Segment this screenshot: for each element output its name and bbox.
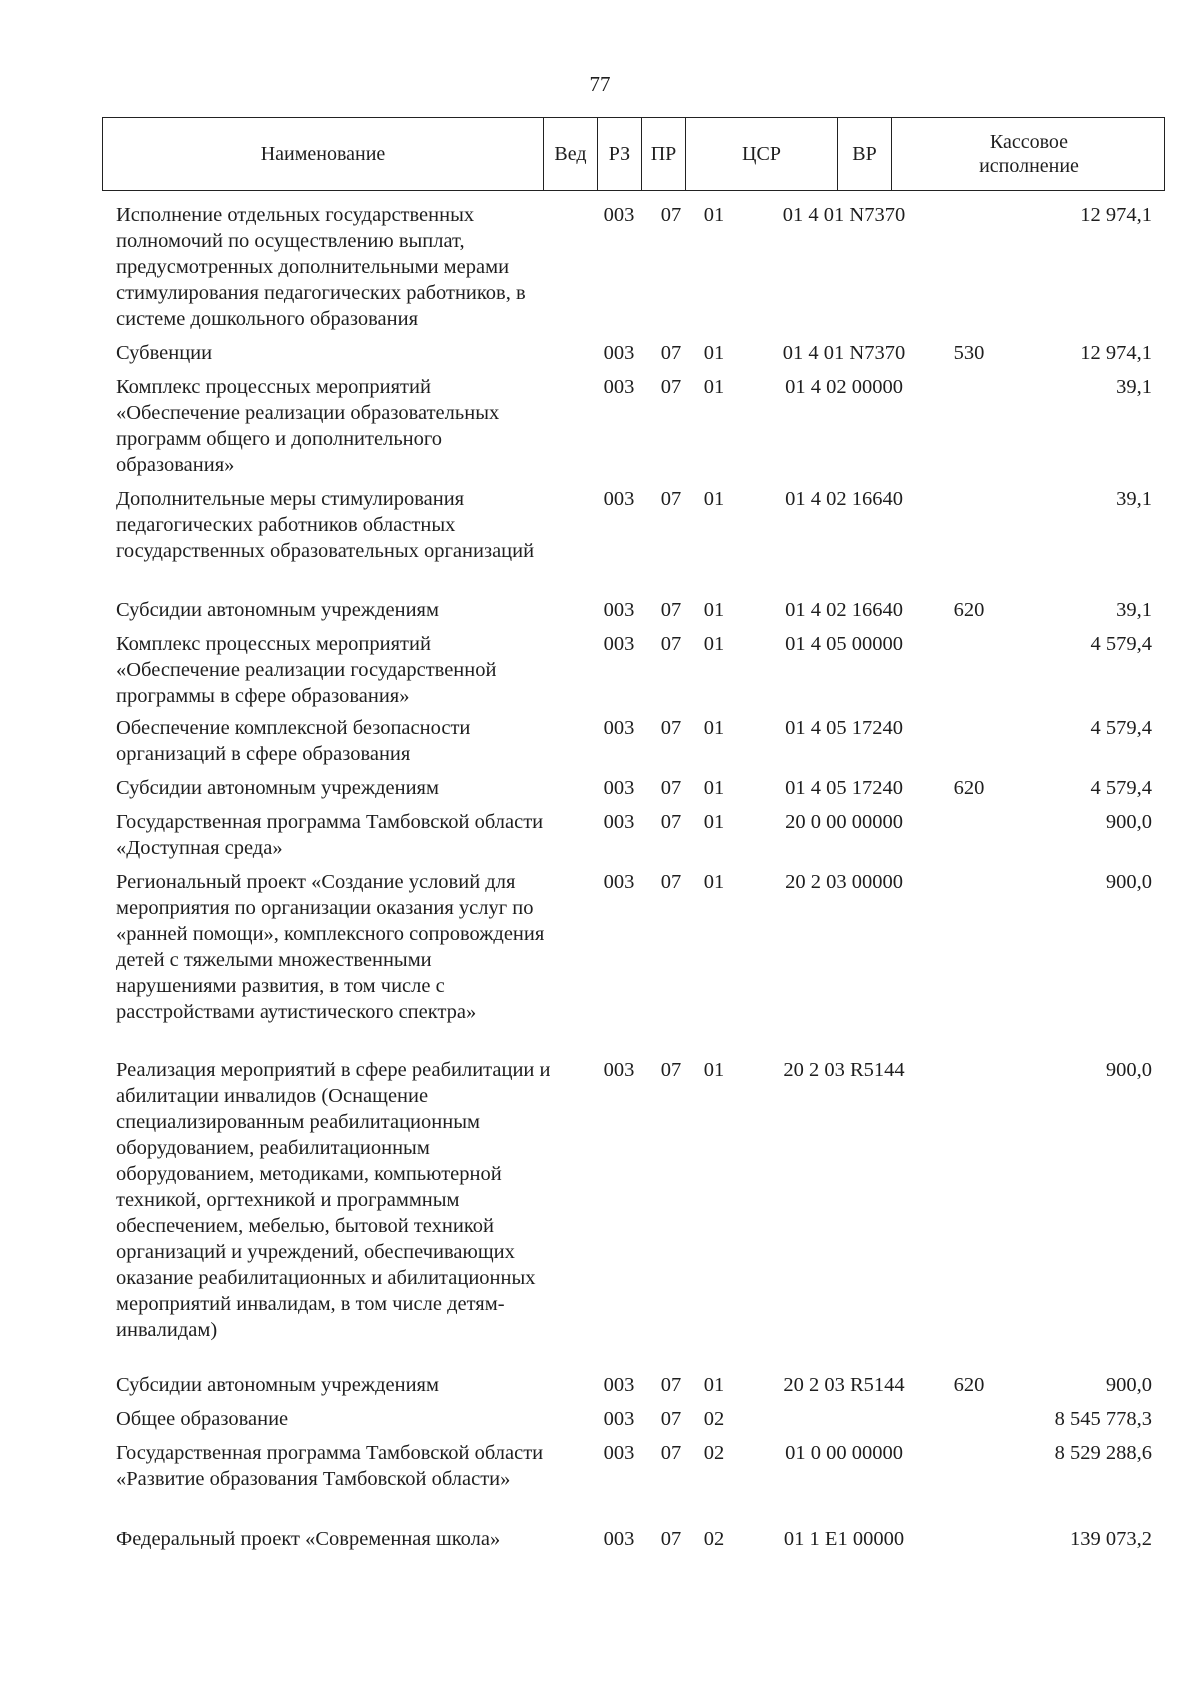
column-header-pr: ПР: [641, 118, 685, 190]
row-rz: 07: [660, 1442, 682, 1464]
row-csr: 20 2 03 00000: [785, 871, 903, 893]
page-number: 77: [589, 72, 611, 96]
row-pr: 01: [703, 871, 725, 893]
row-amount: 900,0: [1105, 871, 1152, 893]
row-name: Дополнительные меры стимулирования педагогических работников областных государственных образовательных организаций: [116, 488, 535, 562]
row-pr: 01: [703, 376, 725, 398]
row-csr: 01 4 02 16640: [785, 599, 903, 621]
row-pr: 02: [703, 1408, 725, 1430]
row-rz: 07: [660, 204, 682, 226]
row-pr: 02: [703, 1528, 725, 1550]
row-rz: 07: [660, 488, 682, 510]
row-csr: 01 4 02 00000: [785, 376, 903, 398]
column-header-name: Наименование: [260, 143, 386, 165]
column-header-amount: Кассовое исполнение: [891, 118, 1166, 190]
row-pr: 01: [703, 633, 725, 655]
row-rz: 07: [660, 1528, 682, 1550]
row-ved: 003: [603, 599, 635, 621]
row-ved: 003: [603, 488, 635, 510]
row-csr: 01 4 05 17240: [785, 717, 903, 739]
row-name: Комплекс процессных мероприятий «Обеспечение реализации государственной программы в сфере образования»: [116, 633, 497, 707]
row-rz: 07: [660, 633, 682, 655]
row-csr: 01 4 05 00000: [785, 633, 903, 655]
row-csr: 01 4 05 17240: [785, 777, 903, 799]
row-ved: 003: [603, 204, 635, 226]
row-pr: 02: [703, 1442, 725, 1464]
row-amount: 900,0: [1105, 811, 1152, 833]
row-amount: 4 579,4: [1090, 633, 1152, 655]
row-vr: 530: [953, 342, 985, 364]
row-name: Общее образование: [116, 1408, 289, 1430]
row-amount: 39,1: [1116, 376, 1152, 398]
row-rz: 07: [660, 777, 682, 799]
row-name: Субвенции: [116, 342, 213, 364]
row-pr: 01: [703, 1059, 725, 1081]
row-amount: 4 579,4: [1090, 717, 1152, 739]
row-rz: 07: [660, 1374, 682, 1396]
row-amount: 12 974,1: [1080, 342, 1152, 364]
row-amount: 900,0: [1105, 1059, 1152, 1081]
row-csr: 01 4 01 N7370: [782, 204, 906, 226]
row-name: Федеральный проект «Современная школа»: [116, 1528, 501, 1550]
row-vr: 620: [953, 1374, 985, 1396]
row-amount: 139 073,2: [1070, 1528, 1152, 1550]
row-ved: 003: [603, 777, 635, 799]
row-csr: 20 2 03 R5144: [783, 1374, 905, 1396]
row-pr: 01: [703, 204, 725, 226]
row-name: Субсидии автономным учреждениям: [116, 1374, 439, 1396]
row-pr: 01: [703, 488, 725, 510]
row-ved: 003: [603, 376, 635, 398]
row-pr: 01: [703, 599, 725, 621]
row-csr: 01 4 01 N7370: [782, 342, 906, 364]
row-csr: 01 0 00 00000: [785, 1442, 903, 1464]
row-ved: 003: [603, 811, 635, 833]
row-pr: 01: [703, 717, 725, 739]
column-header-csr: ЦСР: [685, 118, 837, 190]
row-name: Субсидии автономным учреждениям: [116, 777, 439, 799]
row-ved: 003: [603, 342, 635, 364]
row-amount: 12 974,1: [1080, 204, 1152, 226]
row-pr: 01: [703, 777, 725, 799]
row-rz: 07: [660, 342, 682, 364]
row-name: Субсидии автономным учреждениям: [116, 599, 439, 621]
row-csr: 01 4 02 16640: [785, 488, 903, 510]
row-rz: 07: [660, 811, 682, 833]
row-vr: 620: [953, 777, 985, 799]
row-amount: 39,1: [1116, 488, 1152, 510]
row-rz: 07: [660, 376, 682, 398]
row-rz: 07: [660, 1408, 682, 1430]
row-ved: 003: [603, 1408, 635, 1430]
row-csr: 01 1 E1 00000: [783, 1528, 905, 1550]
row-name: Исполнение отдельных государственных полномочий по осуществлению выплат, предусмотренных дополнительными мерами стимулирования педагогических работников, в системе дошкольного образования: [116, 204, 526, 330]
row-rz: 07: [660, 871, 682, 893]
row-rz: 07: [660, 1059, 682, 1081]
row-csr: 20 0 00 00000: [785, 811, 903, 833]
row-amount: 900,0: [1105, 1374, 1152, 1396]
row-ved: 003: [603, 1059, 635, 1081]
row-pr: 01: [703, 1374, 725, 1396]
column-header-ved: Вед: [543, 118, 597, 190]
row-ved: 003: [603, 1374, 635, 1396]
row-pr: 01: [703, 811, 725, 833]
row-amount: 39,1: [1116, 599, 1152, 621]
column-header-vr: ВР: [837, 118, 891, 190]
row-ved: 003: [603, 1442, 635, 1464]
row-ved: 003: [603, 717, 635, 739]
row-ved: 003: [603, 871, 635, 893]
row-name: Государственная программа Тамбовской области «Развитие образования Тамбовской области»: [116, 1442, 544, 1490]
row-amount: 8 529 288,6: [1054, 1442, 1152, 1464]
row-name: Обеспечение комплексной безопасности организаций в сфере образования: [116, 717, 471, 765]
row-rz: 07: [660, 717, 682, 739]
row-rz: 07: [660, 599, 682, 621]
row-ved: 003: [603, 633, 635, 655]
row-amount: 4 579,4: [1090, 777, 1152, 799]
row-vr: 620: [953, 599, 985, 621]
row-pr: 01: [703, 342, 725, 364]
column-header-rz: РЗ: [597, 118, 641, 190]
row-ved: 003: [603, 1528, 635, 1550]
row-name: Комплекс процессных мероприятий «Обеспечение реализации образовательных программ общего и дополнительного образования»: [116, 376, 500, 476]
row-name: Реализация мероприятий в сфере реабилитации и абилитации инвалидов (Оснащение специализированным реабилитационным оборудованием, реабилитационным оборудованием, методиками, компьютерной техникой, оргтехникой и программным обеспечением, мебелью, бытовой техникой организаций и учреждений, обеспечивающих оказание реабилитационных и абилитационных мероприятий инвалидам, в том числе детям-инвалидам): [116, 1059, 551, 1341]
row-name: Государственная программа Тамбовской области «Доступная среда»: [116, 811, 544, 859]
row-amount: 8 545 778,3: [1054, 1408, 1152, 1430]
row-name: Региональный проект «Создание условий для мероприятия по организации оказания услуг по «ранней помощи», комплексного сопровождения детей с тяжелыми множественными нарушениями развития, в том числе с расстройствами аутистического спектра»: [116, 871, 545, 1023]
row-csr: 20 2 03 R5144: [783, 1059, 905, 1081]
